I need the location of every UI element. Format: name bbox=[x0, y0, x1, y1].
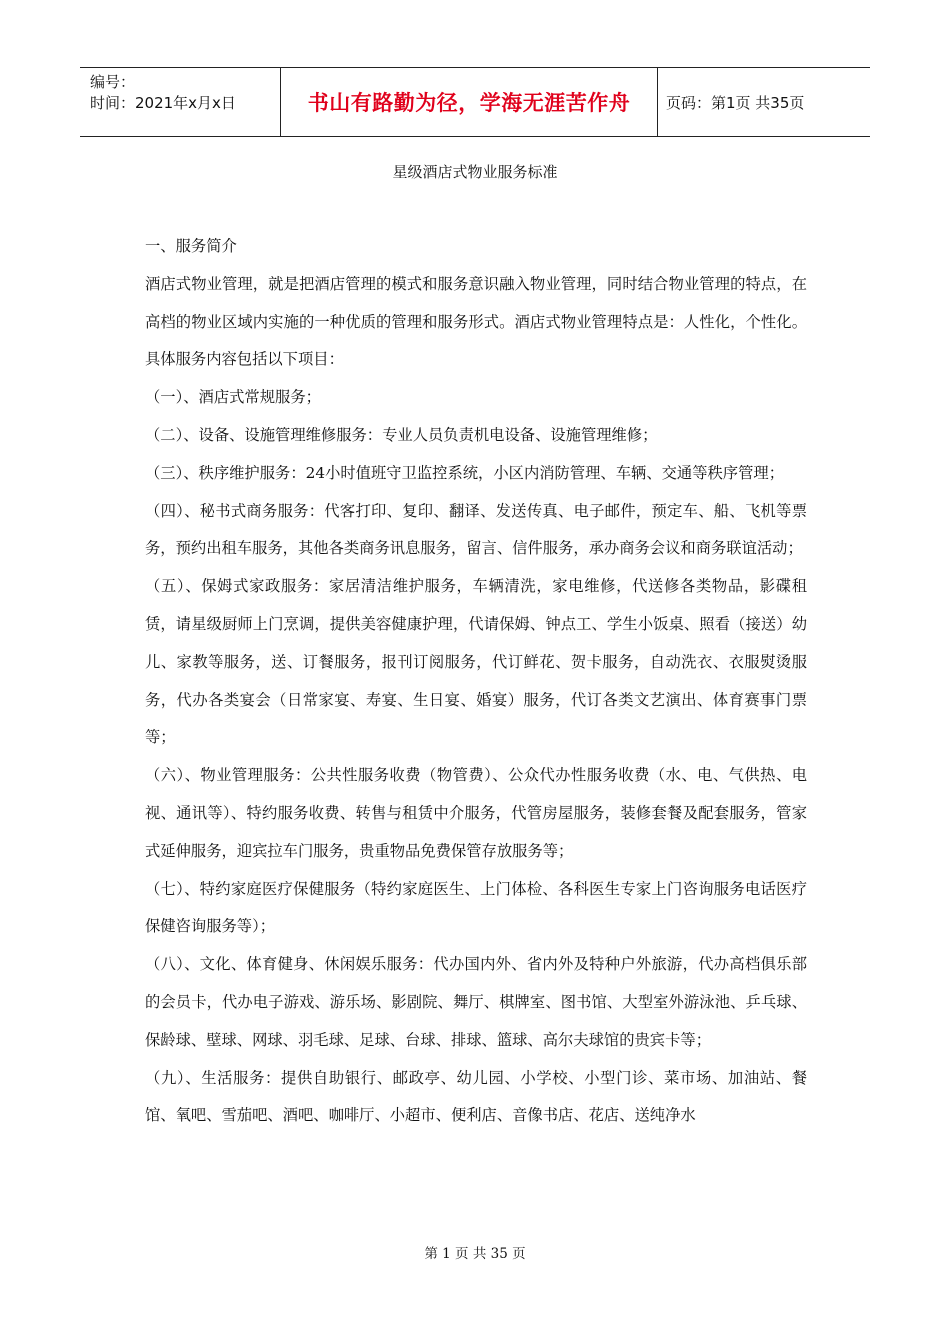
document-body bbox=[145, 228, 807, 1135]
document-title: 星级酒店式物业服务标准 bbox=[392, 163, 558, 181]
header-number-label: 编号： bbox=[90, 73, 136, 91]
document-header bbox=[80, 67, 870, 137]
header-meta bbox=[80, 68, 281, 136]
service-item-3: （三）、秩序维护服务：24小时值班守卫监控系统，小区内消防管理、车辆、交通等秩序管理； bbox=[145, 463, 784, 482]
service-item-1: （一）、酒店式常规服务； bbox=[145, 388, 321, 407]
header-page-cell bbox=[658, 68, 870, 136]
header-time-label: 时间：2021年x月x日 bbox=[90, 94, 236, 112]
service-item-6: （六）、物业管理服务：公共性服务收费（物管费）、公众代办性服务收费（水、电、气供热、电视、通讯等）、特约服务收费、转售与租赁中介服务，代管房屋服务，装修套餐及配套服务，管家式延伸服务，迎宾拉车门服务，贵重物品免费保管存放服务等； bbox=[145, 766, 807, 860]
intro-paragraph: 酒店式物业管理，就是把酒店管理的模式和服务意识融入物业管理，同时结合物业管理的特点，在高档的物业区域内实施的一种优质的管理和服务形式。酒店式物业管理特点是：人性化，个性化。具体服务内容包括以下项目： bbox=[145, 274, 807, 369]
service-item-8: （八）、文化、体育健身、休闲娱乐服务：代办国内外、省内外及特种户外旅游，代办高档俱乐部的会员卡，代办电子游戏、游乐场、影剧院、舞厅、棋牌室、图书馆、大型室外游泳池、乒乓球、保龄球、壁球、网球、羽毛球、足球、台球、排球、篮球、高尔夫球馆的贵宾卡等； bbox=[145, 955, 807, 1049]
header-page-info: 页码：第1页 共35页 bbox=[666, 93, 805, 112]
header-motto: 书山有路勤为径，学海无涯苦作舟 bbox=[307, 91, 631, 115]
section-heading: 一、服务简介 bbox=[145, 237, 237, 255]
service-item-2: （二）、设备、设施管理维修服务：专业人员负责机电设备、设施管理维修； bbox=[145, 425, 658, 444]
service-item-4: （四）、秘书式商务服务：代客打印、复印、翻译、发送传真、电子邮件，预定车、船、飞机等票务，预约出租车服务，其他各类商务讯息服务，留言、信件服务，承办商务会议和商务联谊活动； bbox=[145, 501, 807, 558]
page-footer: 第 1 页 共 35 页 bbox=[424, 1246, 526, 1262]
header-motto-cell bbox=[281, 68, 658, 136]
service-item-9: （九）、生活服务：提供自助银行、邮政亭、幼儿园、小学校、小型门诊、菜市场、加油站、餐馆、氧吧、雪茄吧、酒吧、咖啡厅、小超市、便利店、音像书店、花店、送纯净水 bbox=[145, 1068, 807, 1125]
service-item-5: （五）、保姆式家政服务：家居清洁维护服务，车辆清洗，家电维修，代送修各类物品，影碟租赁，请星级厨师上门烹调，提供美容健康护理，代请保姆、钟点工、学生小饭桌、照看（接送）幼儿、家教等服务，送、订餐服务，报刊订阅服务，代订鲜花、贺卡服务，自动洗衣、衣服熨烫服务，代办各类宴会（日常家宴、寿宴、生日宴、婚宴）服务，代订各类文艺演出、体育赛事门票等； bbox=[145, 577, 807, 747]
service-item-7: （七）、特约家庭医疗保健服务（特约家庭医生、上门体检、各科医生专家上门咨询服务电话医疗保健咨询服务等）； bbox=[145, 879, 807, 936]
